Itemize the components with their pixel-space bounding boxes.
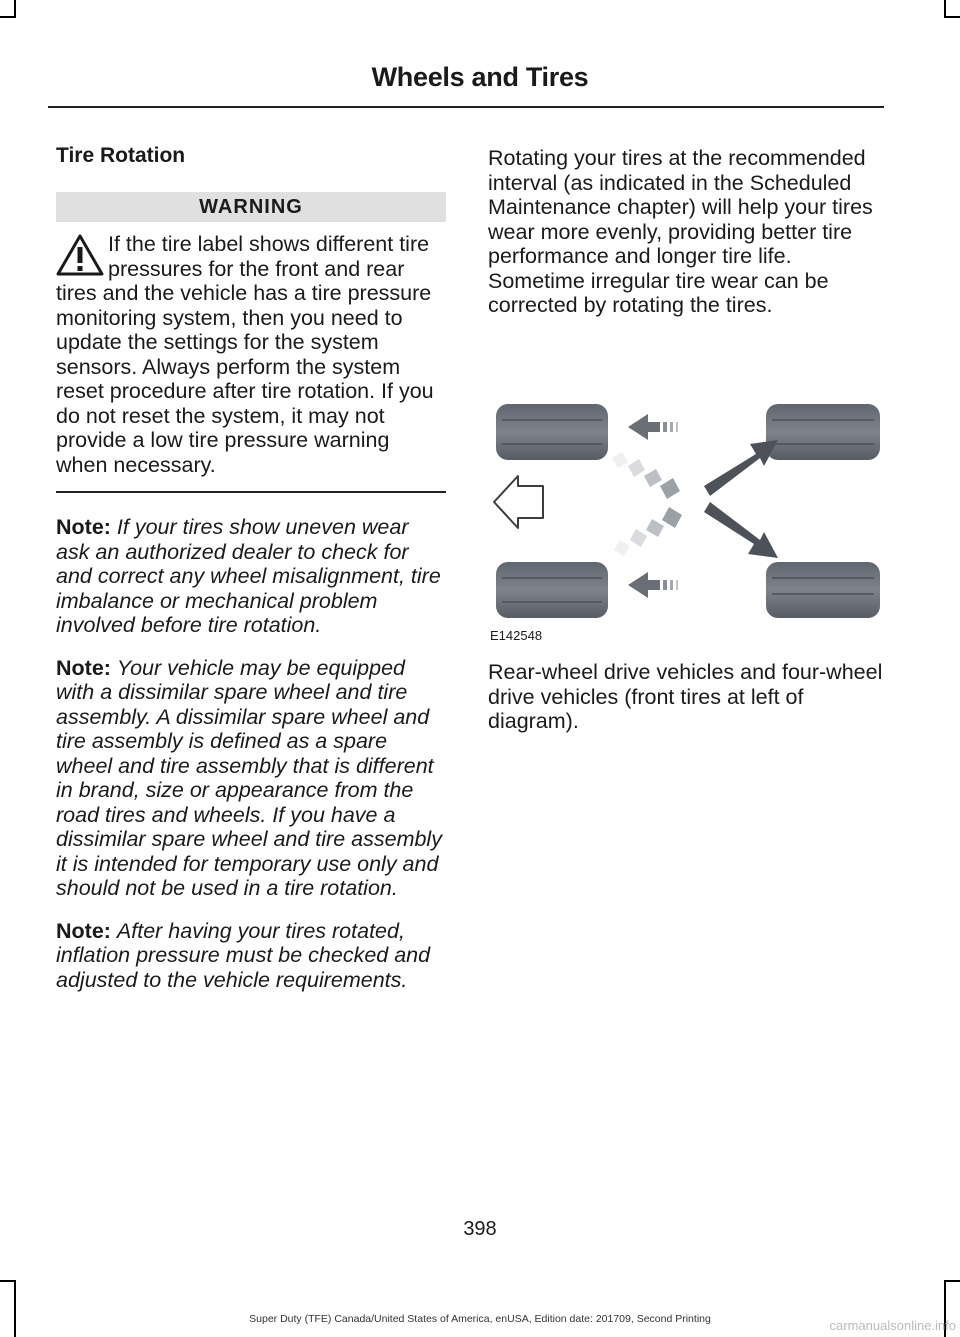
- note-text: If your tires show uneven wear ask an authorized dealer to check for and correct any wheel misalignment, tire imbalance or mechanical problem involved before tire rotation.: [56, 515, 441, 637]
- warning-body: [56, 232, 446, 477]
- crop-mark-top-right-h: [944, 16, 960, 18]
- front-left-tire: [496, 404, 608, 460]
- crop-mark-bottom-left: [14, 1280, 16, 1337]
- section-title: Tire Rotation: [56, 144, 186, 167]
- note-label: Note:: [56, 655, 111, 680]
- figure-caption: Rear-wheel drive vehicles and four-wheel drive vehicles (front tires at left of diagram).: [488, 660, 883, 733]
- crop-mark-bottom-left-h: [0, 1280, 16, 1282]
- warning-text: If the tire label shows different tire pressures for the front and rear tires and the vehicle has a tire pressure monitoring system, then you need to update the settings for the system sensors. Always perform the system reset procedure after tire rotation. If you do not reset the system, it may not provide a low tire pressure warning when necessary.: [56, 232, 434, 477]
- rear-right-tire: [766, 562, 880, 618]
- warning-box: [56, 192, 446, 493]
- note-text: After having your tires rotated, inflation pressure must be checked and adjusted to the vehicle requirements.: [56, 918, 431, 992]
- warning-triangle-icon: [56, 234, 104, 276]
- header-rule: [48, 106, 884, 108]
- warning-header: WARNING: [56, 192, 446, 222]
- crop-mark-top-left-h: [0, 16, 16, 18]
- left-column: [56, 140, 446, 992]
- note-1: [56, 515, 446, 638]
- watermark: carmanualsonline.info: [829, 1318, 956, 1333]
- note-3: [56, 919, 446, 993]
- page-number: 398: [463, 1218, 497, 1240]
- front-right-tire: [496, 562, 608, 618]
- note-label: Note:: [56, 918, 111, 943]
- warning-rule: [56, 491, 446, 493]
- right-column: [488, 146, 888, 318]
- rear-left-tire: [766, 404, 880, 460]
- tire-rotation-diagram: [488, 400, 884, 648]
- footer-text: Super Duty (TFE) Canada/United States of America, enUSA, Edition date: 201709, Second Printing: [249, 1313, 711, 1325]
- rotation-paragraph: Rotating your tires at the recommended interval (as indicated in the Scheduled Maintenance chapter) will help your tires wear more evenly, providing better tire performance and longer tire life. Sometime irregular tire wear can be corrected by rotating the tires.: [488, 146, 873, 317]
- crop-mark-bottom-right-h: [944, 1280, 960, 1282]
- page-title: Wheels and Tires: [371, 62, 589, 92]
- note-text: Your vehicle may be equipped with a dissimilar spare wheel and tire assembly. A dissimilar spare wheel and tire assembly is defined as a spare wheel and tire assembly that is different in brand, size or appearance from the road tires and wheels. If you have a dissimilar spare wheel and tire assembly it is intended for temporary use only and should not be used in a tire rotation.: [56, 655, 442, 900]
- note-2: [56, 656, 446, 901]
- note-label: Note:: [56, 515, 111, 539]
- figure-id: E142548: [490, 628, 543, 643]
